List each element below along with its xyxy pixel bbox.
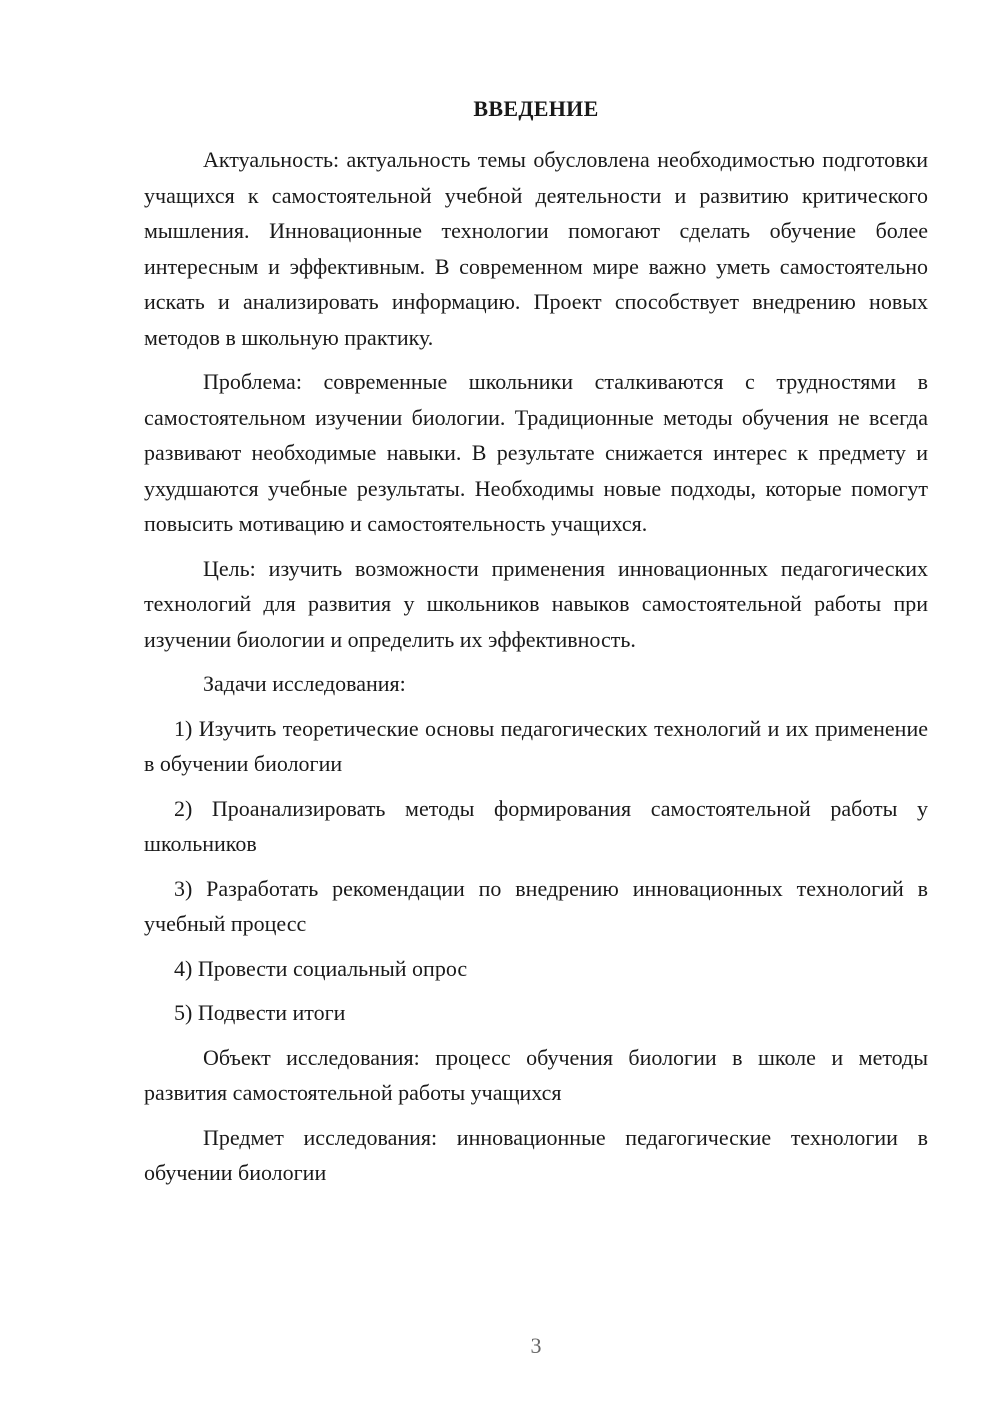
document-body — [144, 142, 928, 1200]
page-title: ВВЕДЕНИЕ — [473, 96, 599, 121]
task-item-4: 4) Провести социальный опрос — [174, 955, 468, 981]
paragraph-relevance: Актуальность: актуальность темы обусловлена необходимостью подготовки учащихся к самостоятельной учебной деятельности и развитию критического мышления. Инновационные технологии помогают сделать обучение более интересным и эффективным. В современном мире важно уметь самостоятельно искать и анализировать информацию. Проект способствует внедрению новых методов в школьную практику. — [144, 147, 928, 350]
page-number: 3 — [530, 1333, 542, 1358]
tasks-heading: Задачи исследования: — [203, 671, 406, 696]
task-item-1: 1) Изучить теоретические основы педагогических технологий и их применение в обучении биологии — [144, 715, 928, 776]
paragraph-subject: Предмет исследования: инновационные педагогические технологии в обучении биологии — [144, 1124, 928, 1185]
task-item-5: 5) Подвести итоги — [174, 1000, 346, 1025]
paragraph-problem: Проблема: современные школьники сталкиваются с трудностями в самостоятельном изучении биологии. Традиционные методы обучения не всегда развивают необходимые навыки. В результате снижается интерес к предмету и ухудшаются учебные результаты. Необходимы новые подходы, которые помогут повысить мотивацию и самостоятельность учащихся. — [144, 369, 928, 536]
task-item-3: 3) Разработать рекомендации по внедрению инновационных технологий в учебный процесс — [144, 875, 928, 936]
paragraph-object: Объект исследования: процесс обучения биологии в школе и методы развития самостоятельной работы учащихся — [144, 1044, 928, 1105]
paragraph-goal: Цель: изучить возможности применения инновационных педагогических технологий для развития у школьников навыков самостоятельной работы при изучении биологии и определить их эффективность. — [144, 555, 928, 652]
task-item-2: 2) Проанализировать методы формирования самостоятельной работы у школьников — [144, 795, 928, 856]
